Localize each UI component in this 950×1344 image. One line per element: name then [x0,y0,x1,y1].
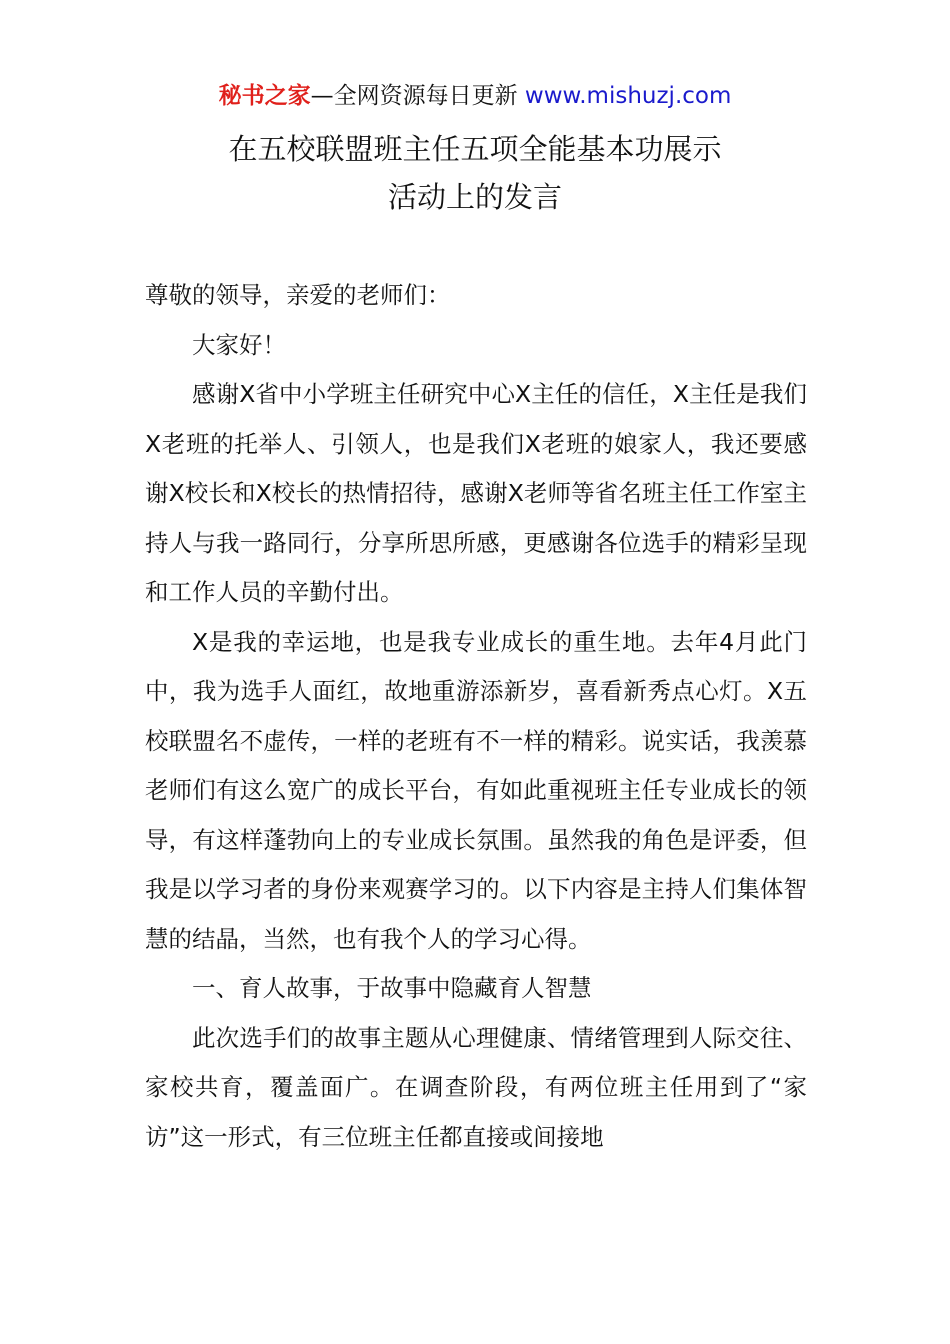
reflection-paragraph: X是我的幸运地，也是我专业成长的重生地。去年4月此门中，我为选手人面红，故地重游添新岁，喜看新秀点心灯。X五校联盟名不虚传，一样的老班有不一样的精彩。说实话，我羡慕老师们有这么宽广的成长平台，有如此重视班主任专业成长的领导，有这样蓬勃向上的专业成长氛围。虽然我的角色是评委，但我是以学习者的身份来观赛学习的。以下内容是主持人们集体智慧的结晶，当然，也有我个人的学习心得。 [145,627,807,953]
brand-name: 秘书之家 [218,83,311,109]
document-title-line-1: 在五校联盟班主任五项全能基本功展示 [228,132,722,166]
document-body [145,271,807,1162]
section-heading-1: 一、育人故事，于故事中隐藏育人智慧 [192,974,592,1002]
salutation: 尊敬的领导，亲爱的老师们： [145,281,451,309]
site-url[interactable]: www.mishuzj.com [524,83,732,109]
greeting-paragraph: 大家好！ [192,330,286,359]
section-1-paragraph: 此次选手们的故事主题从心理健康、情绪管理到人际交往、家校共育，覆盖面广。在调查阶段，有两位班主任用到了“家访”这一形式，有三位班主任都直接或间接地 [145,1023,807,1151]
header-tagline: —全网资源每日更新 [310,83,525,109]
document-title-line-2: 活动上的发言 [387,180,562,214]
thanks-paragraph: 感谢X省中小学班主任研究中心X主任的信任，X主任是我们X老班的托举人、引领人，也是我们X老班的娘家人，我还要感谢X校长和X校长的热情招待，感谢X老师等省名班主任工作室主持人与我一路同行，分享所思所感，更感谢各位选手的精彩呈现和工作人员的辛勤付出。 [145,380,807,606]
site-header [0,80,950,112]
